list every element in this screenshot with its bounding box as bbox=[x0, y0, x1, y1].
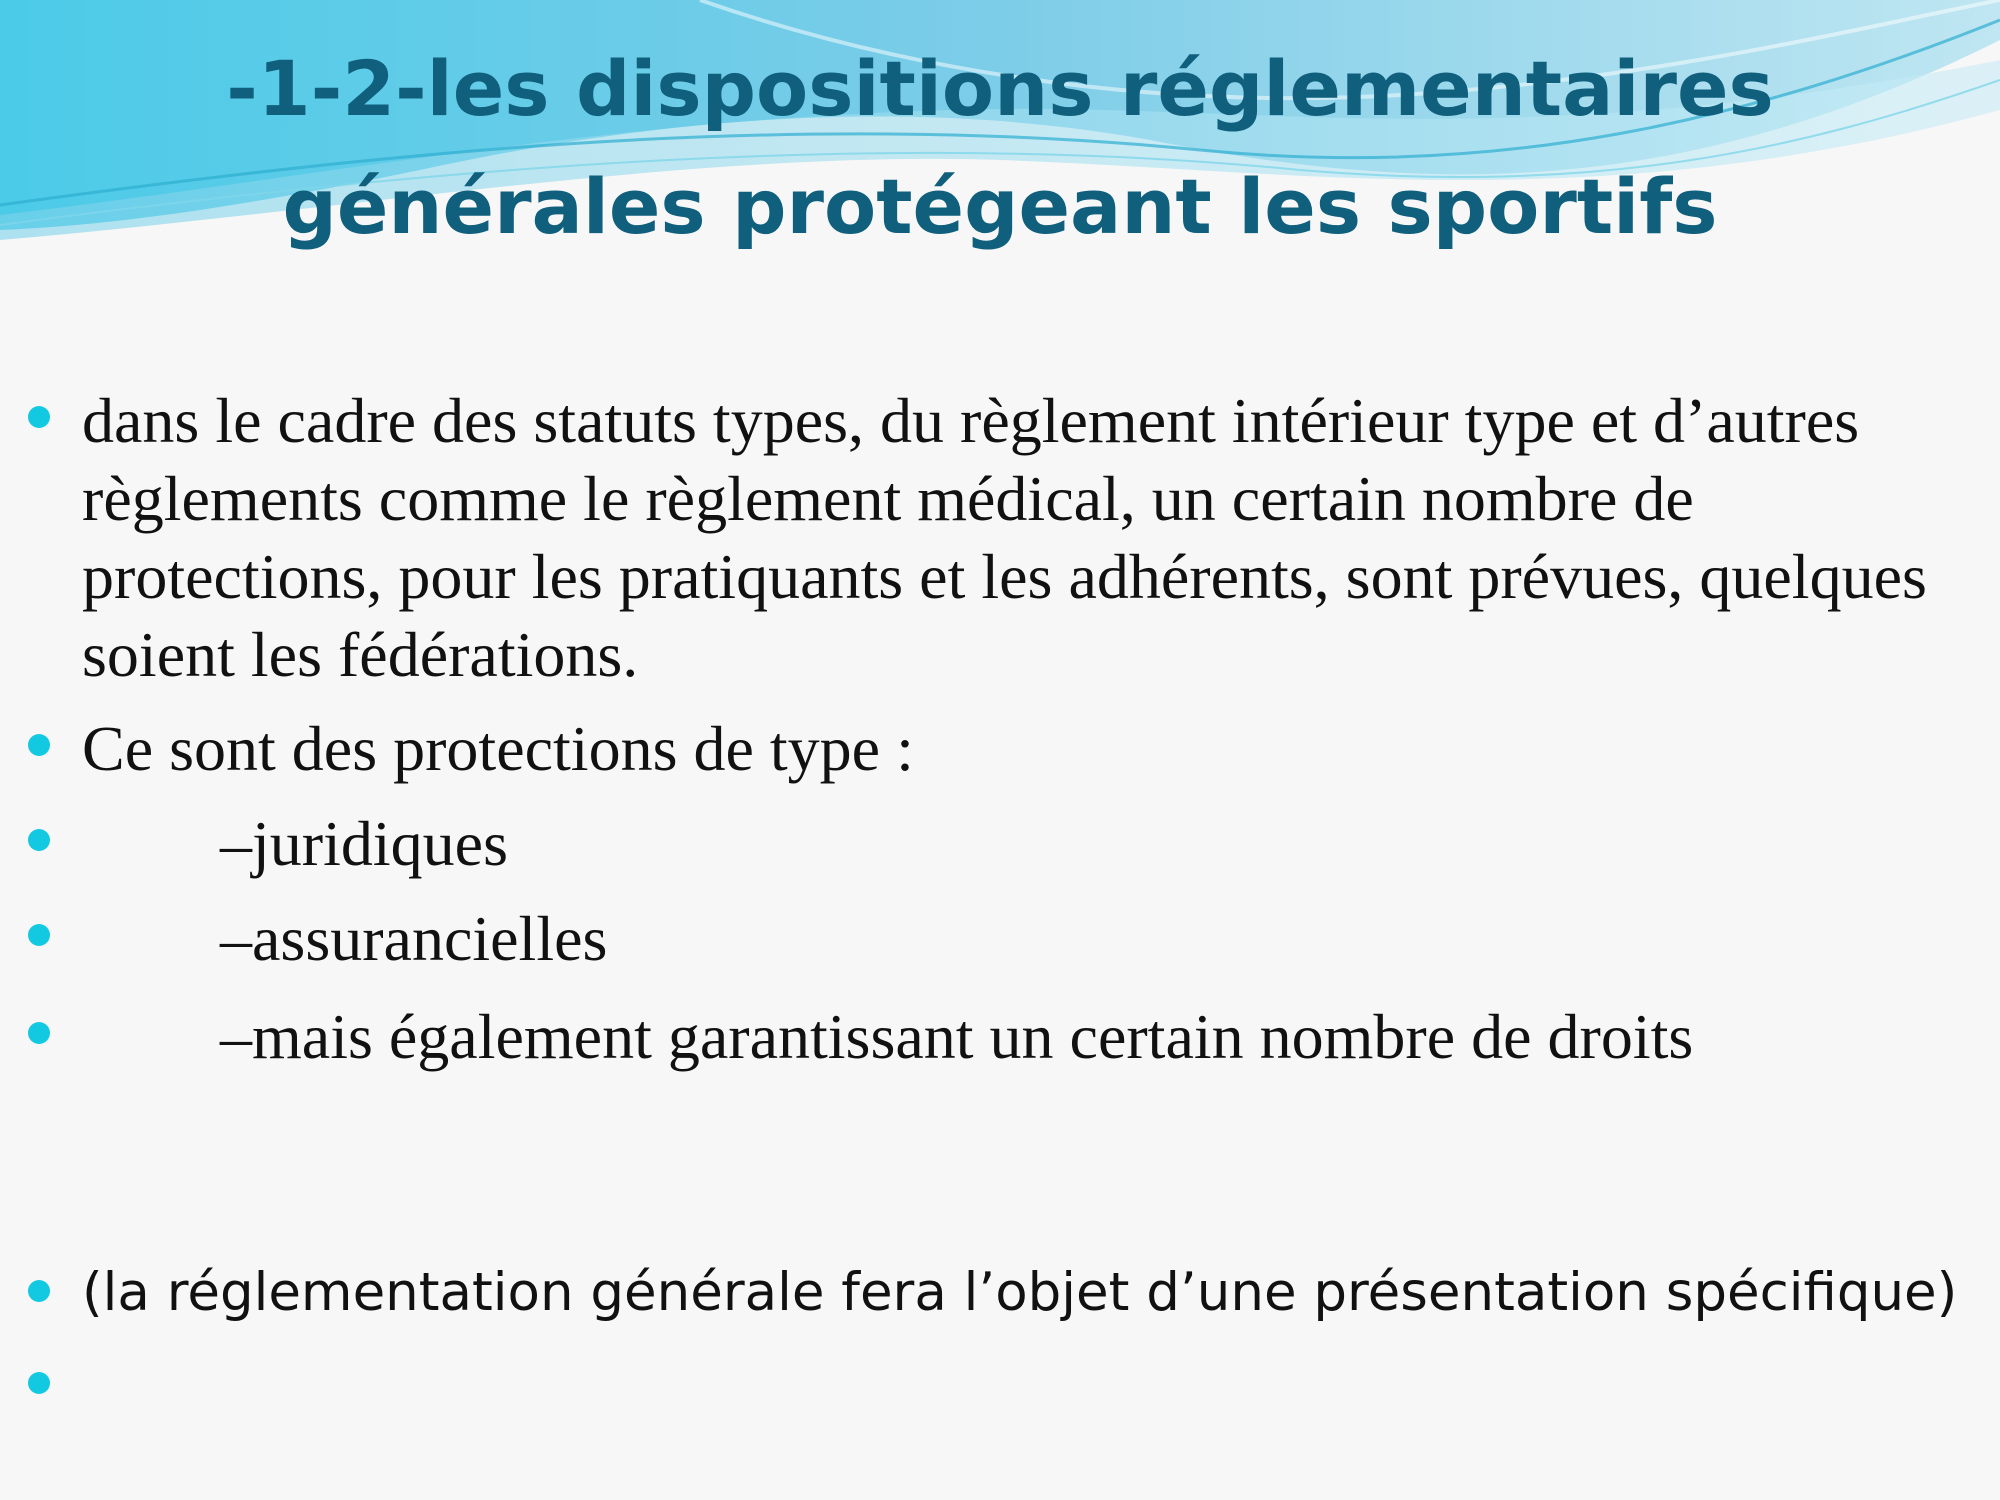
bullet-text: Ce sont des protections de type : bbox=[82, 713, 914, 784]
bullet-dot-icon bbox=[28, 1022, 50, 1044]
bullet-list bbox=[0, 380, 2000, 1480]
bullet-dot-icon bbox=[28, 924, 50, 946]
bullet-dot-icon bbox=[28, 734, 50, 756]
bullet-text: (la réglementation générale fera l’objet d’une présentation spécifique) bbox=[82, 1262, 1958, 1323]
bullet-dot-icon bbox=[28, 406, 50, 428]
bullet-text: –assurancielles bbox=[220, 903, 608, 974]
slide-title bbox=[0, 30, 2000, 266]
bullet-dot-icon bbox=[28, 829, 50, 851]
bullet-dot-icon bbox=[28, 1280, 50, 1302]
slide-title-line-2: générales protégeant les sportifs bbox=[282, 162, 1718, 251]
bullet-text: –mais également garantissant un certain nombre de droits bbox=[220, 1001, 1694, 1072]
bullet-dot-icon bbox=[28, 1372, 50, 1394]
slide-title-line-1: -1-2-les dispositions réglementaires bbox=[226, 44, 1774, 133]
bullet-text: dans le cadre des statuts types, du règlement intérieur type et d’autres règlements comme le règlement médical, un certain nombre de protections, pour les pratiquants et les adhérents, sont prévues, quelques soient les fédérations. bbox=[82, 385, 1927, 690]
bullet-text: –juridiques bbox=[220, 808, 508, 879]
